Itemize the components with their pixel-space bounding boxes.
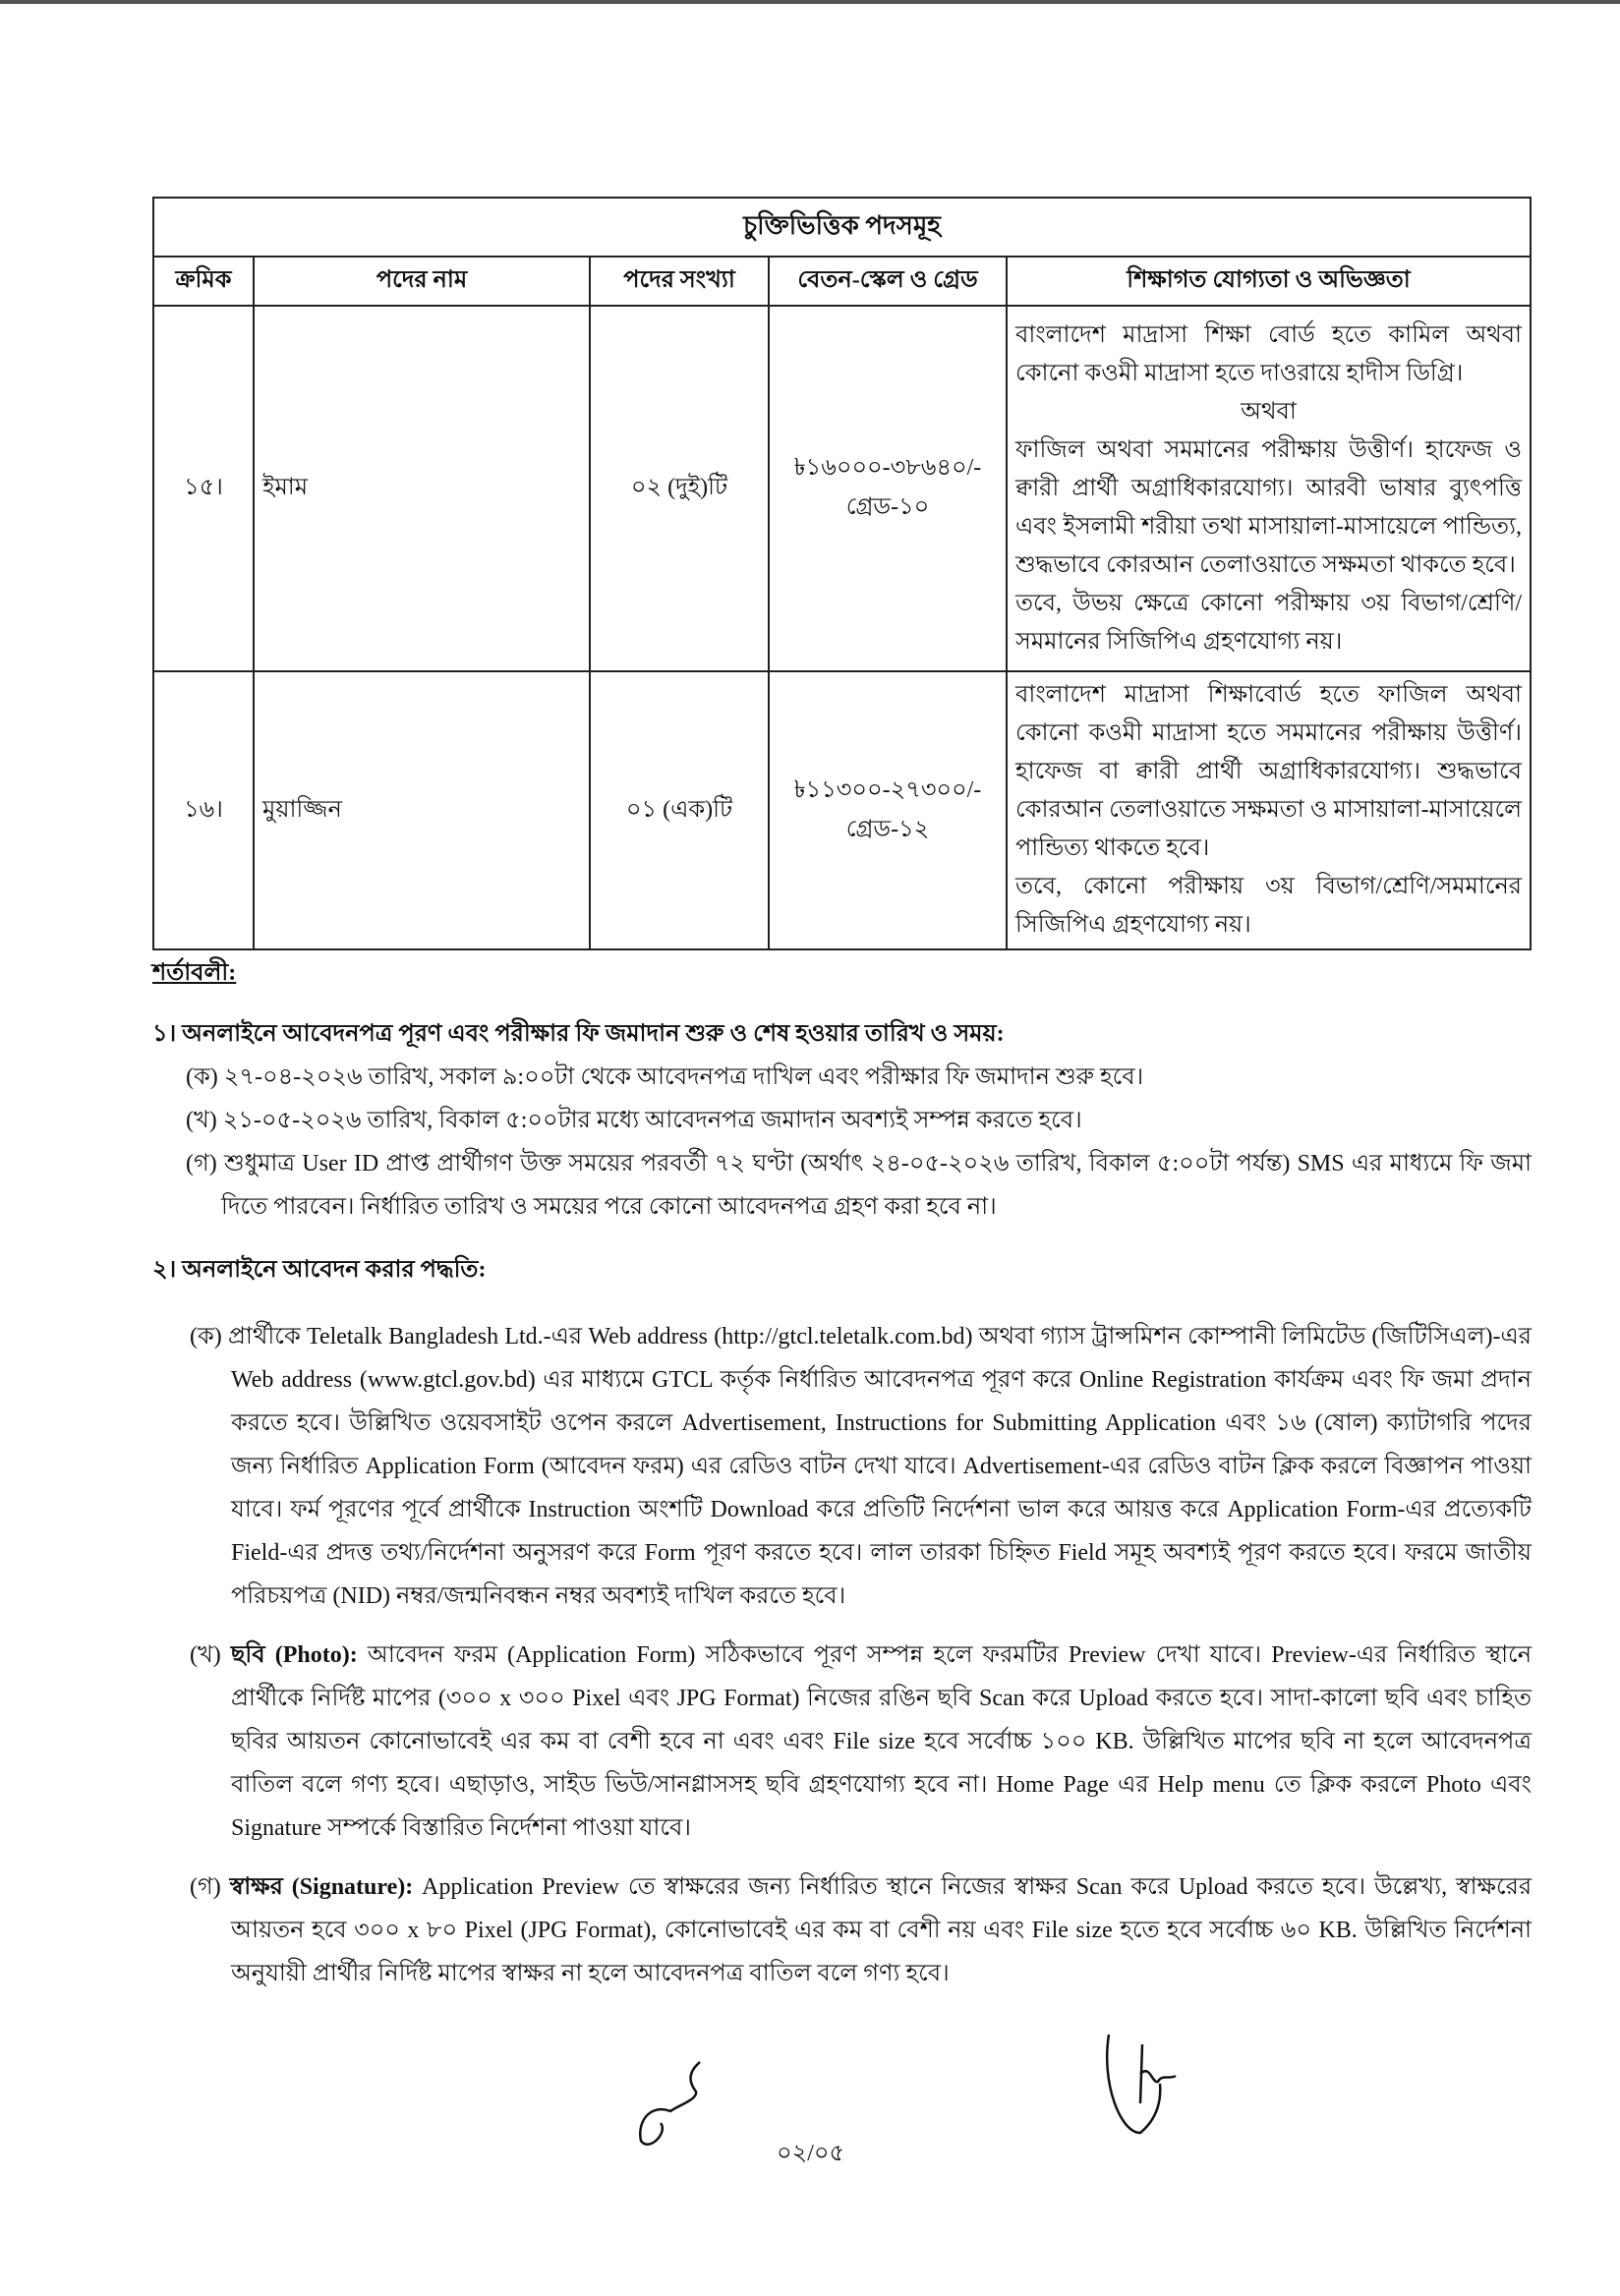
serial: ১৫। — [153, 306, 254, 671]
col-pay-scale: বেতন-স্কেল ও গ্রেড — [769, 257, 1007, 306]
section-1-c: (গ) শুধুমাত্র User ID প্রাপ্ত প্রার্থীগণ উক্ত সময়ের পরবর্তী ৭২ ঘণ্টা (অর্থাৎ ২৪-০৫-২০২৬ তারিখ, বিকাল ৫:০০টা পর্যন্ত) SMS এর মাধ্যমে ফি জমা দিতে পারবেন। নির্ধারিত তারিখ ও সময়ের পরে কোনো আবেদনপত্র গ্রহণ করা হবে না। — [186, 1151, 1532, 1220]
post-count: ০২ (দুই)টি — [590, 306, 769, 671]
grade: গ্রেড-১০ — [845, 494, 930, 520]
section-1-b: (খ) ২১-০৫-২০২৬ তারিখ, বিকাল ৫:০০টার মধ্যে আবেদনপত্র জমাদান অবশ্যই সম্পন্ন করতে হবে। — [186, 1108, 1082, 1133]
post-count: ০১ (এক)টি — [590, 671, 769, 949]
post-name: ইমাম — [254, 306, 590, 671]
scale: ৳১১৩০০-২৭৩০০/- — [793, 776, 982, 803]
section-2-c — [152, 1866, 1532, 1995]
table-row — [153, 671, 1531, 949]
page-number: ০২/০৫ — [777, 2141, 845, 2166]
table-row — [153, 306, 1531, 671]
label: (খ) — [190, 1642, 221, 1668]
pay-scale — [769, 671, 1007, 949]
terms-heading: শর্তাবলী: — [152, 960, 237, 986]
qualification — [1007, 671, 1531, 949]
section-2-title: ২। অনলাইনে আবেদন করার পদ্ধতি: — [152, 1257, 487, 1283]
photo-heading: ছবি (Photo): — [230, 1642, 358, 1668]
col-qualification: শিক্ষাগত যোগ্যতা ও অভিজ্ঞতা — [1007, 257, 1531, 306]
signature-right — [1091, 2025, 1209, 2143]
photo-text: আবেদন ফরম (Application Form) সঠিকভাবে পূরণ সম্পন্ন হলে ফরমটির Preview দেখা যাবে। Preview-এর নির্ধারিত স্থানে প্রার্থীকে নির্দিষ্ট মাপের (৩০০ x ৩০০ Pixel এবং JPG Format) নিজের রঙিন ছবি Scan করে Upload করতে হবে। সাদা-কালো ছবি এবং চাহিত ছবির আয়তন কোনোভাবেই এর কম বা বেশী হবে না এবং এবং File size হবে সর্বোচ্চ ১০০ KB. উল্লিখিত মাপের ছবি না হলে আবেদনপত্র বাতিল বলে গণ্য হবে। এছাড়াও, সাইড ভিউ/সানগ্লাসসহ ছবি গ্রহণযোগ্য হবে না। Home Page এর Help menu তে ক্লিক করলে Photo এবং Signature সম্পর্কে বিস্তারিত নির্দেশনা পাওয়া যাবে। — [231, 1642, 1533, 1841]
qualification — [1007, 306, 1531, 671]
qualification-note: তবে, উভয় ক্ষেত্রে কোনো পরীক্ষায় ৩য় বিভাগ/শ্রেণি/সমমানের সিজিপিএ গ্রহণযোগ্য নয়। — [1015, 590, 1522, 655]
col-post-count: পদের সংখ্যা — [590, 257, 769, 306]
scale: ৳১৬০০০-৩৮৬৪০/- — [793, 455, 982, 481]
signature-heading: স্বাক্ষর (Signature): — [229, 1874, 414, 1900]
terms-section — [152, 951, 1532, 1995]
qualification-text: বাংলাদেশ মাদ্রাসা শিক্ষাবোর্ড হতে ফাজিল অথবা কোনো কওমী মাদ্রাসা হতে সমমানের পরীক্ষায় উত্তীর্ণ। হাফেজ বা ক্বারী প্রার্থী অগ্রাধিকারযোগ্য। শুদ্ধভাবে কোরআন তেলাওয়াতে সক্ষমতা ও মাসায়ালা-মাসায়েলে পান্ডিত্য থাকতে হবে। — [1015, 682, 1522, 861]
signature-text: Application Preview তে স্বাক্ষরের জন্য নির্ধারিত স্থানে নিজের স্বাক্ষর Scan করে Upload করতে হবে। উল্লেখ্য, স্বাক্ষরের আয়তন হবে ৩০০ x ৮০ Pixel (JPG Format), কোনোভাবেই এর কম বা বেশী নয় এবং File size হতে হবে সর্বোচ্চ ৬০ KB. উল্লিখিত নির্দেশনা অনুযায়ী প্রার্থীর নির্দিষ্ট মাপের স্বাক্ষর না হলে আবেদনপত্র বাতিল বলে গণ্য হবে। — [231, 1874, 1533, 1986]
section-2-b — [152, 1634, 1532, 1850]
col-serial: ক্রমিক — [153, 257, 254, 306]
grade: গ্রেড-১২ — [845, 816, 930, 842]
section-2-a: (ক) প্রার্থীকে Teletalk Bangladesh Ltd.-এর Web address (http://gtcl.teletalk.com.bd) অথবা গ্যাস ট্রান্সমিশন কোম্পানী লিমিটেড (জিটিসিএল)-এর Web address (www.gtcl.gov.bd) এর মাধ্যমে GTCL কর্তৃক নির্ধারিত আবেদনপত্র পূরণ করে Online Registration কার্যক্রম এবং ফি জমা প্রদান করতে হবে। উল্লিখিত ওয়েবসাইট ওপেন করলে Advertisement, Instructions for Submitting Application এবং ১৬ (ষোল) ক্যাটাগরি পদের জন্য নির্ধারিত Application Form (আবেদন ফরম) এর রেডিও বাটন দেখা যাবে। Advertisement-এর রেডিও বাটন ক্লিক করলে বিজ্ঞাপন পাওয়া যাবে। ফর্ম পূরণের পূর্বে প্রার্থীকে Instruction অংশটি Download করে প্রতিটি নির্দেশনা ভাল করে আয়ত্ত করে Application Form-এর প্রত্যেকটি Field-এর প্রদত্ত তথ্য/নির্দেশনা অনুসরণ করে Form পূরণ করতে হবে। লাল তারকা চিহ্নিত Field সমূহ অবশ্যই পূরণ করতে হবে। ফরমে জাতীয় পরিচয়পত্র (NID) নম্বর/জন্মনিবন্ধন নম্বর অবশ্যই দাখিল করতে হবে। — [190, 1324, 1532, 1609]
qualification-or: অথবা — [1241, 398, 1297, 425]
qualification-text: ফাজিল অথবা সমমানের পরীক্ষায় উত্তীর্ণ। হাফেজ ও ক্বারী প্রার্থী অগ্রাধিকারযোগ্য। আরবী ভাষার ব্যুৎপত্তি এবং ইসলামী শরীয়া তথা মাসায়ালা-মাসায়েলে পান্ডিত্য, শুদ্ধভাবে কোরআন তেলাওয়াতে সক্ষমতা থাকতে হবে। — [1015, 436, 1522, 578]
section-1-a: (ক) ২৭-০৪-২০২৬ তারিখ, সকাল ৯:০০টা থেকে আবেদনপত্র দাখিল এবং পরীক্ষার ফি জমাদান শুরু হবে। — [186, 1064, 1144, 1090]
table-title: চুক্তিভিত্তিক পদসমূহ — [153, 198, 1531, 257]
qualification-note: তবে, কোনো পরীক্ষায় ৩য় বিভাগ/শ্রেণি/সমমানের সিজিপিএ গ্রহণযোগ্য নয়। — [1015, 874, 1522, 938]
section-1-title: ১। অনলাইনে আবেদনপত্র পূরণ এবং পরীক্ষার ফি জমাদান শুরু ও শেষ হওয়ার তারিখ ও সময়: — [152, 1021, 1005, 1047]
qualification-text: বাংলাদেশ মাদ্রাসা শিক্ষা বোর্ড হতে কামিল অথবা কোনো কওমী মাদ্রাসা হতে দাওরায়ে হাদীস ডিগ্রি। — [1015, 321, 1522, 386]
pay-scale — [769, 306, 1007, 671]
table-header-row — [153, 257, 1531, 306]
contract-posts-table — [152, 197, 1532, 950]
scan-edge — [0, 0, 1620, 4]
post-name: মুয়াজ্জিন — [254, 671, 590, 949]
col-post-name: পদের নাম — [254, 257, 590, 306]
label: (গ) — [190, 1874, 221, 1900]
serial: ১৬। — [153, 671, 254, 949]
signature-left — [609, 2054, 727, 2152]
